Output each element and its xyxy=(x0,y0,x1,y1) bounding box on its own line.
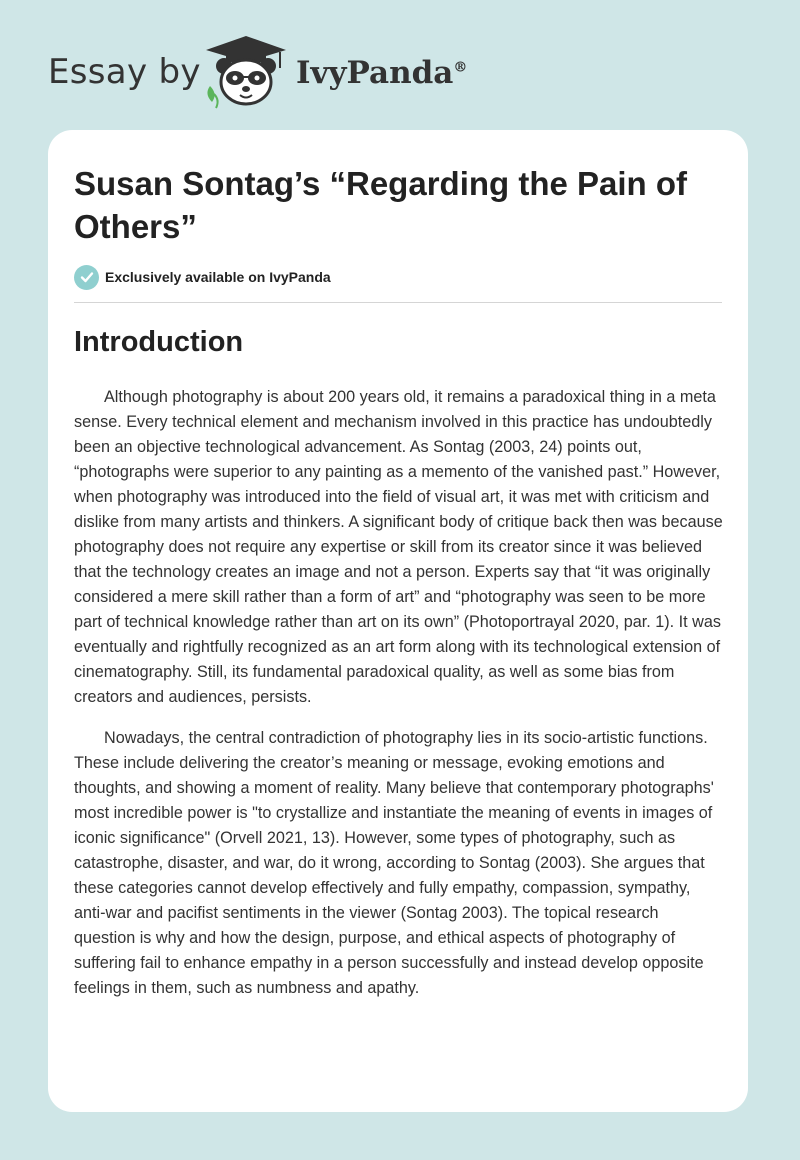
paragraph: Nowadays, the central contradiction of photography lies in its socio-artistic functions. These include delivering the creator’s meaning or message, evoking emotions and thoughts, and showing a moment of reality. Many believe that contemporary photographs' most incredible power is "to crystallize and instantiate the meaning of events in images of iconic significance" (Orvell 2021, 13). However, some types of photography, such as catastrophe, disaster, and war, do it wrong, according to Sontag (2003). She argues that these categories cannot develop effectively and fully empathy, compassion, sympathy, anti-war and pacifist sentiments in the viewer (Sontag 2003). The topical research question is why and how the design, purpose, and ethical aspects of photography of suffering fail to enhance empathy in a person successfully and instead develop opposite feelings in them, such as numbness and apathy. xyxy=(74,729,714,997)
essay-card xyxy=(48,130,748,1112)
brand-text: IvyPanda xyxy=(296,55,454,91)
panda-logo-icon[interactable] xyxy=(200,30,292,110)
essay-body xyxy=(74,385,724,1017)
site-header xyxy=(0,0,800,130)
registered-mark: ® xyxy=(453,59,468,76)
badge-label: Exclusively available on IvyPanda xyxy=(105,269,331,285)
section-heading: Introduction xyxy=(74,326,244,358)
essay-by-label: Essay by xyxy=(48,52,201,92)
brand-name[interactable] xyxy=(296,55,467,91)
essay-title: Susan Sontag’s “Regarding the Pain of Others” xyxy=(74,165,688,245)
divider xyxy=(74,302,722,303)
paragraph: Although photography is about 200 years old, it remains a paradoxical thing in a meta sense. Every technical element and mechanism involved in this practice has undoubtedly been an objective technological advancement. As Sontag (2003, 24) points out, “photographs were superior to any painting as a memento of the vanished past.” However, when photography was introduced into the field of visual art, it was met with criticism and dislike from many artists and thinkers. A significant body of critique back then was because photography does not require any expertise or skill from its creator since it was believed that the technology creates an image and not a person. Experts say that “it was originally considered a mere skill rather than a form of art” and “photography was seen to be more part of technical knowledge rather than art on its own” (Photoportrayal 2020, par. 1). It was eventually and rightfully recognized as an art form along with its technological extension of cinematography. Still, its fundamental paradoxical quality, as well as some bias from creators and audiences, persists. xyxy=(74,388,723,706)
exclusive-badge xyxy=(74,264,331,290)
check-icon xyxy=(74,265,99,290)
